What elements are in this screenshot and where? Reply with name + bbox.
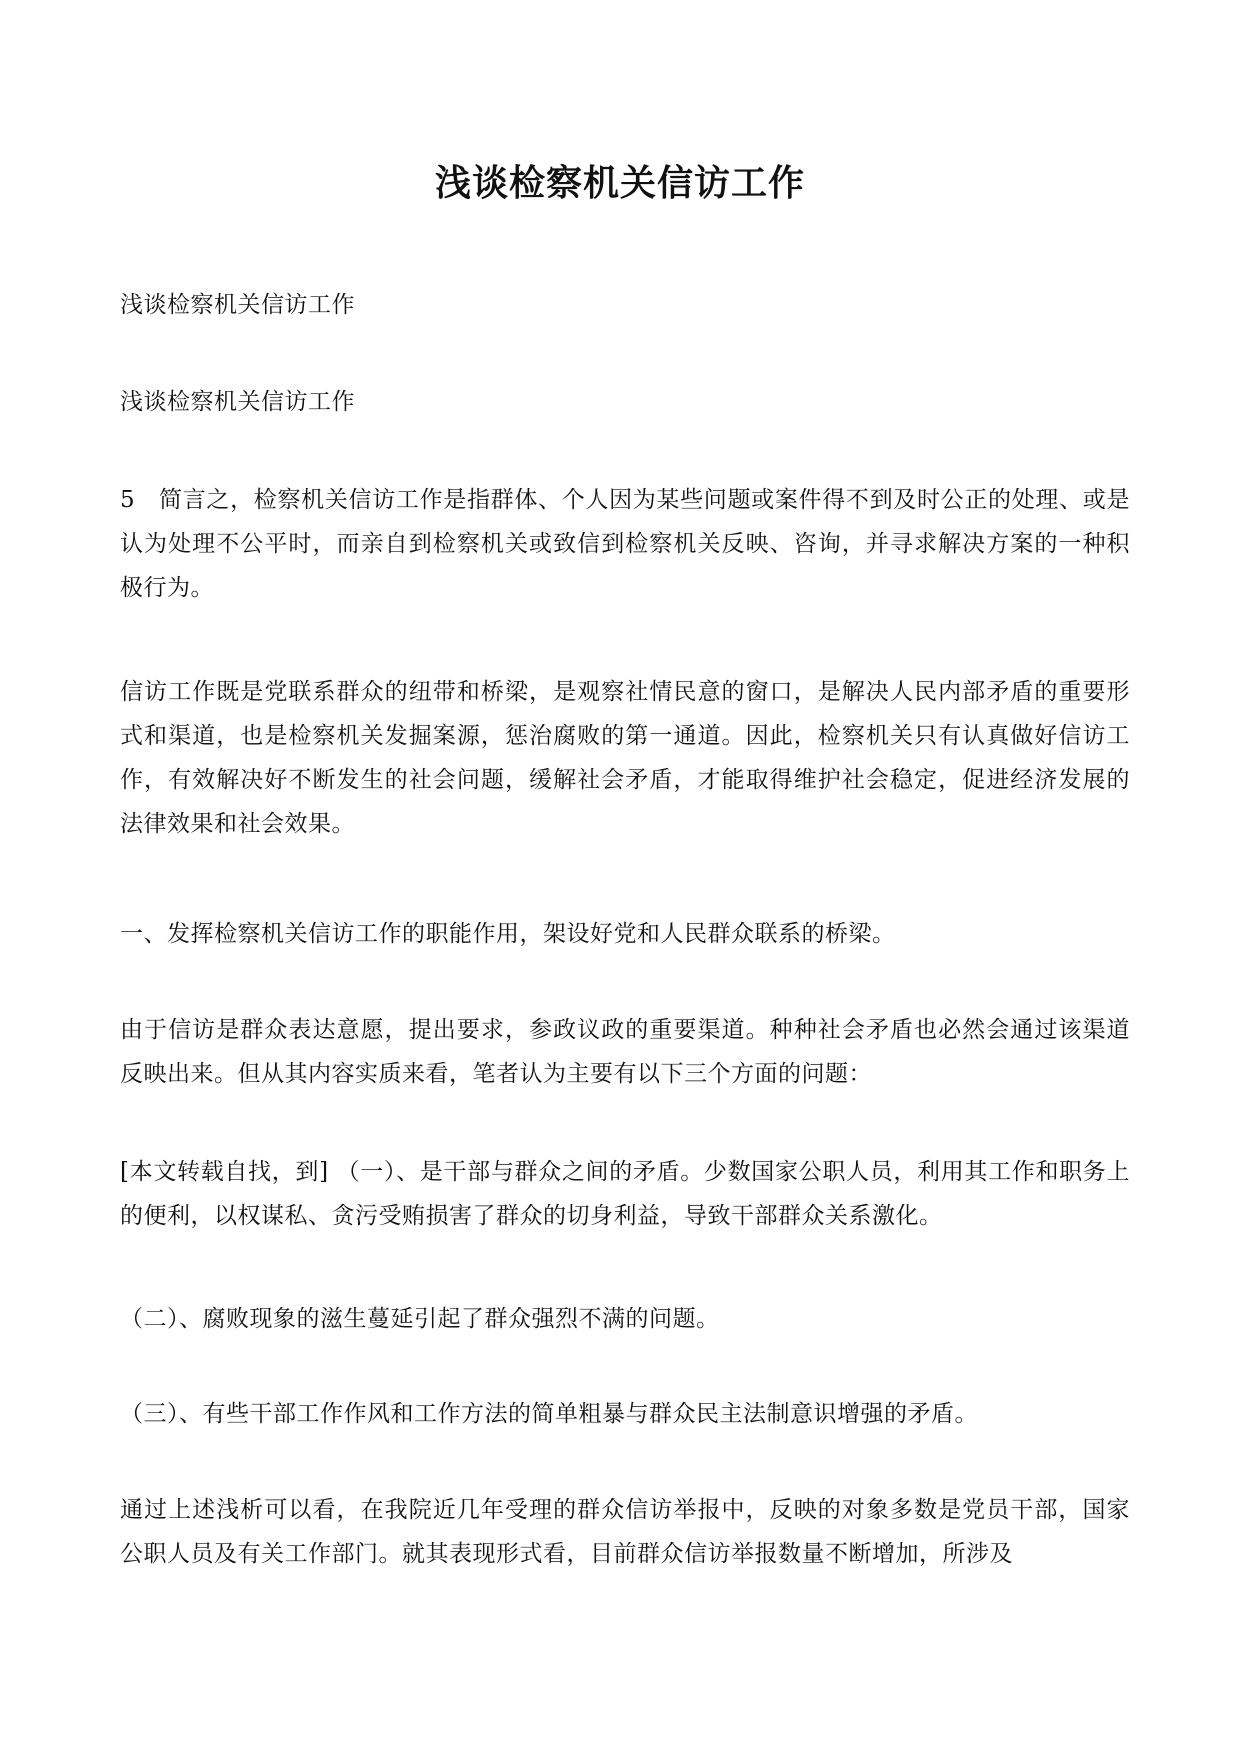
paragraph-point-2: （二）、腐败现象的滋生蔓延引起了群众强烈不满的问题。 bbox=[120, 1306, 720, 1332]
paragraph-analysis: 通过上述浅析可以看，在我院近几年受理的群众信访举报中，反映的对象多数是党员干部，国家公职人员及有关工作部门。就其表现形式看，目前群众信访举报数量不断增加，所涉及 bbox=[120, 1497, 1130, 1567]
paragraph-significance: 信访工作既是党联系群众的纽带和桥梁，是观察社情民意的窗口，是解决人民内部矛盾的重要形式和渠道，也是检察机关发掘案源，惩治腐败的第一通道。因此，检察机关只有认真做好信访工作，有效解决好不断发生的社会问题，缓解社会矛盾，才能取得维护社会稳定，促进经济发展的法律效果和社会效果。 bbox=[120, 679, 1130, 837]
section-heading-1: 一、发挥检察机关信访工作的职能作用，架设好党和人民群众联系的桥梁。 bbox=[120, 921, 896, 947]
paragraph-point-1: [本文转载自找，到] （一）、是干部与群众之间的矛盾。少数国家公职人员，利用其工作和职务上的便利，以权谋私、贪污受贿损害了群众的切身利益，导致干部群众关系激化。 bbox=[120, 1159, 1130, 1229]
paragraph-point-3: （三）、有些干部工作作风和工作方法的简单粗暴与群众民主法制意识增强的矛盾。 bbox=[120, 1401, 978, 1427]
document-title: 浅谈检察机关信访工作 bbox=[434, 163, 805, 204]
paragraph-subtitle-2: 浅谈检察机关信访工作 bbox=[120, 389, 355, 415]
paragraph-subtitle-1: 浅谈检察机关信访工作 bbox=[120, 292, 355, 318]
paragraph-channel: 由于信访是群众表达意愿，提出要求，参政议政的重要渠道。种种社会矛盾也必然会通过该渠道反映出来。但从其内容实质来看，笔者认为主要有以下三个方面的问题： bbox=[120, 1017, 1130, 1087]
paragraph-introduction: 5 简言之，检察机关信访工作是指群体、个人因为某些问题或案件得不到及时公正的处理、或是认为处理不公平时，而亲自到检察机关或致信到检察机关反映、咨询，并寻求解决方案的一种积极行为。 bbox=[120, 487, 1130, 601]
